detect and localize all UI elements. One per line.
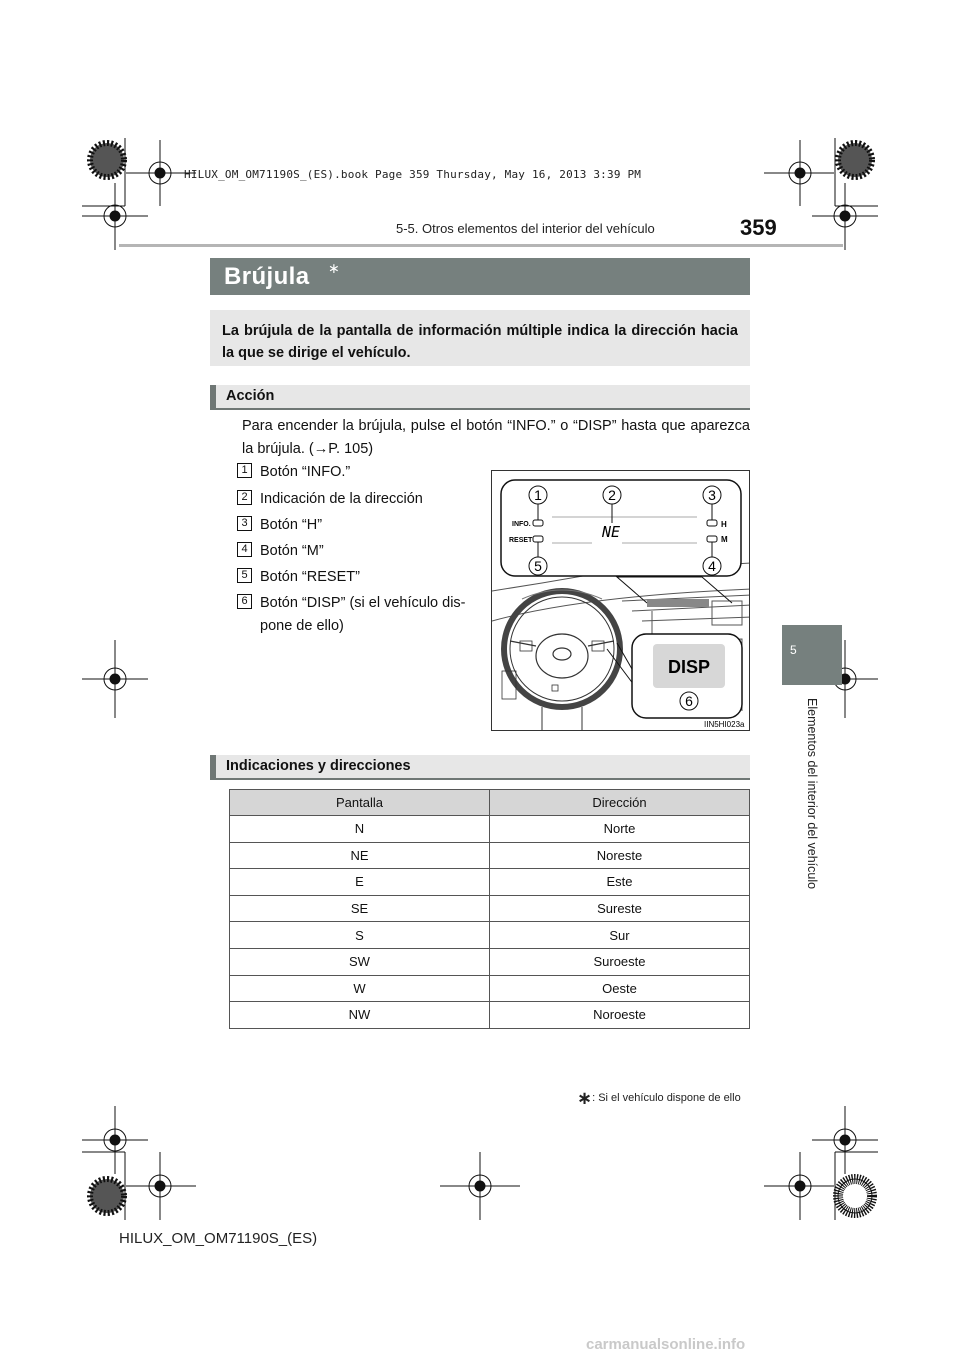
item-text: Botón “DISP” (si el vehículo dis- <box>260 595 466 611</box>
cell-direction: Sureste <box>490 895 750 922</box>
table-row <box>230 948 750 975</box>
intro-text: La brújula de la pantalla de información múltiple indica la dirección hacia la que se dirige el vehículo. <box>210 310 750 366</box>
chapter-label <box>803 700 817 900</box>
item-number: 4 <box>237 542 252 557</box>
dashboard-illustration <box>492 471 750 731</box>
footnote-text: : Si el vehículo dispone de ello <box>592 1092 741 1104</box>
cell-display: SW <box>230 948 490 975</box>
table-row <box>230 895 750 922</box>
item-text: Botón “INFO.” <box>260 464 351 480</box>
item-number: 6 <box>237 594 252 609</box>
table-header-row <box>230 790 750 816</box>
item-number: 3 <box>237 516 252 531</box>
callout-6: 6 <box>685 693 693 709</box>
chapter-number: 5 <box>790 643 797 657</box>
subheading-accion-label: Acción <box>226 388 275 404</box>
file-stamp: HILUX_OM_OM71190S_(ES).book Page 359 Thursday, May 16, 2013 3:39 PM <box>184 168 642 181</box>
item-number: 5 <box>237 568 252 583</box>
cell-direction: Noroeste <box>490 1002 750 1029</box>
footer-code: HILUX_OM_OM71190S_(ES) <box>119 1230 318 1247</box>
cell-direction: Suroeste <box>490 948 750 975</box>
cell-display: NE <box>230 842 490 869</box>
callout-5: 5 <box>534 558 542 574</box>
chapter-tab <box>782 625 842 685</box>
chapter-label-text: Elementos del interior del vehículo <box>805 698 819 890</box>
footnote <box>577 1088 741 1109</box>
column-header: Dirección <box>490 790 750 816</box>
h-label: H <box>721 520 727 529</box>
item-text: Indicación de la dirección <box>260 491 423 507</box>
cell-direction: Sur <box>490 922 750 949</box>
cell-direction: Norte <box>490 816 750 843</box>
column-header: Pantalla <box>230 790 490 816</box>
cell-direction: Oeste <box>490 975 750 1002</box>
m-label: M <box>721 535 728 544</box>
table-row <box>230 842 750 869</box>
item-number: 2 <box>237 490 252 505</box>
callout-3: 3 <box>708 487 716 503</box>
item-text-cont: pone de ello) <box>260 618 344 634</box>
item-text: Botón “RESET” <box>260 569 360 585</box>
subheading-indicaciones <box>210 755 750 780</box>
item-text: Botón “H” <box>260 517 323 533</box>
page-number: 359 <box>740 215 777 240</box>
cell-direction: Este <box>490 869 750 896</box>
cell-display: W <box>230 975 490 1002</box>
table-row <box>230 816 750 843</box>
cell-display: E <box>230 869 490 896</box>
table-row <box>230 975 750 1002</box>
page-title: Brújula <box>224 263 310 290</box>
watermark: carmanualsonline.info <box>586 1336 746 1353</box>
cell-direction: Noreste <box>490 842 750 869</box>
figure-code: IIN5HI023a <box>704 720 745 729</box>
disp-button: DISP <box>667 657 711 677</box>
callout-4: 4 <box>708 558 716 574</box>
cell-display: NW <box>230 1002 490 1029</box>
header-rule <box>119 244 843 247</box>
section-header: 5-5. Otros elementos del interior del vehículo <box>396 221 655 236</box>
footnote-star: ∗ <box>577 1088 593 1108</box>
cell-display: N <box>230 816 490 843</box>
direction-table <box>229 789 750 1029</box>
table-row <box>230 869 750 896</box>
table-row <box>230 1002 750 1029</box>
title-bar <box>210 258 750 295</box>
subheading-indicaciones-label: Indicaciones y direcciones <box>226 758 411 774</box>
reset-label: RESET <box>509 537 533 544</box>
compass-display: NE <box>602 523 621 541</box>
cell-display: SE <box>230 895 490 922</box>
item-text: Botón “M” <box>260 543 324 559</box>
cell-display: S <box>230 922 490 949</box>
callout-1: 1 <box>534 487 542 503</box>
subheading-accion <box>210 385 750 410</box>
table-row <box>230 922 750 949</box>
callout-2: 2 <box>608 487 616 503</box>
item-number: 1 <box>237 463 252 478</box>
accion-paragraph: Para encender la brújula, pulse el botón “INFO.” o “DISP” hasta que aparezca la brújula. (→P. 105) <box>242 418 750 457</box>
info-label: INFO. <box>512 521 531 528</box>
title-star: ∗ <box>328 260 340 276</box>
dashboard-figure <box>491 470 750 731</box>
